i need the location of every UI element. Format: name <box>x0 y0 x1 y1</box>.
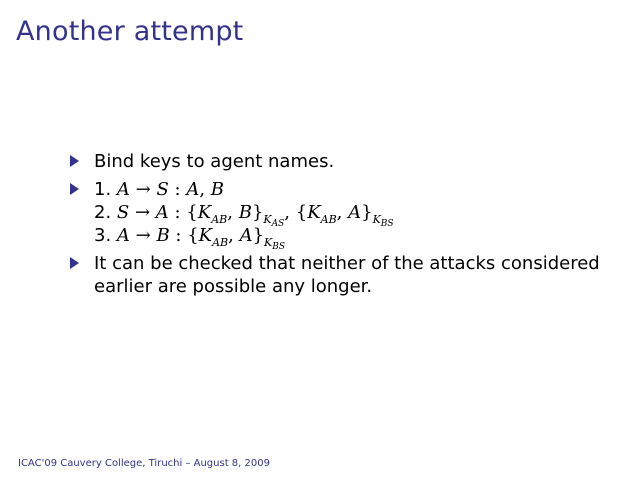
step-number: 2. <box>94 202 112 223</box>
slide-title: Another attempt <box>16 16 244 47</box>
protocol-steps <box>94 178 610 252</box>
bullet-text: It can be checked that neither of the attacks considered earlier are possible any longer. <box>94 253 600 297</box>
bullet-text: Bind keys to agent names. <box>94 151 335 172</box>
bullet-arrow-icon <box>70 183 79 195</box>
bullet-item-attacks <box>70 252 610 298</box>
protocol-step-1: 1. A → S : A, B <box>94 179 224 200</box>
bullet-item-bind-keys <box>70 150 610 173</box>
bullet-arrow-icon <box>70 257 79 269</box>
bullet-arrow-icon <box>70 155 79 167</box>
step-number: 3. <box>94 225 112 246</box>
step-number: 1. <box>94 179 112 200</box>
bullet-list <box>70 150 610 303</box>
protocol-step-3: 3. A → B : {$K_{AB}$, $A\}_{K_{BS}}$ <box>94 225 286 252</box>
bullet-item-protocol <box>70 178 610 252</box>
slide-footer: ICAC'09 Cauvery College, Tiruchi – August 8, 2009 <box>18 458 270 469</box>
protocol-step-2: 2. S → A : {$K_{AB}$, $B\}_{K_{AS}}$, {$K_{AB}$, $A\}_{K_{BS}}$ <box>94 202 394 229</box>
